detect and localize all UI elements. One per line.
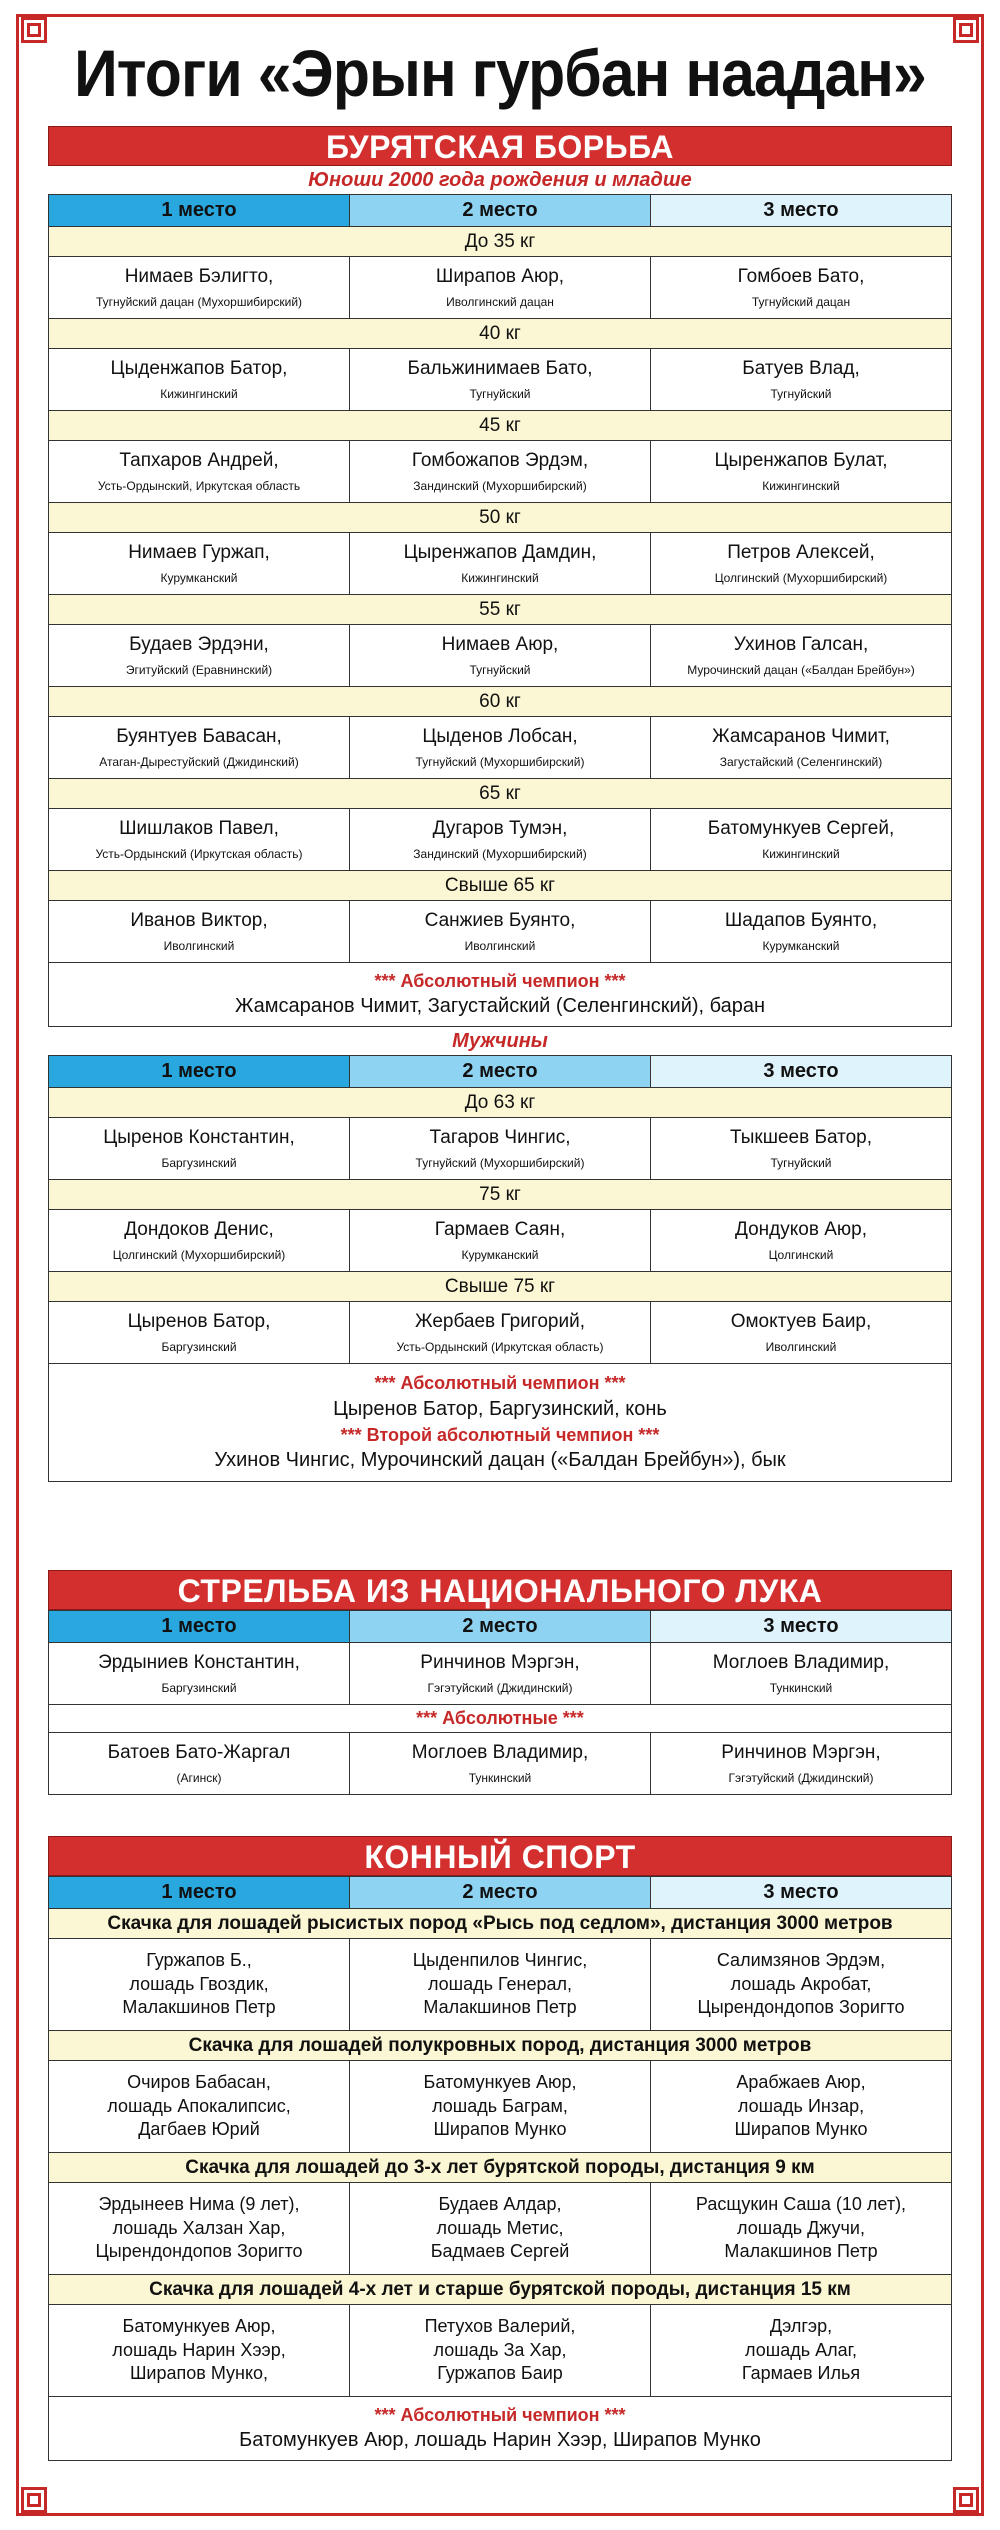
result-row (49, 625, 952, 687)
race-title-row (49, 1909, 952, 1939)
athlete-region: Гэгэтуйский (Джидинский) (728, 1770, 874, 1785)
place-2-cell (350, 349, 651, 411)
athlete-name: Тыкшеев Батор, (729, 1126, 872, 1148)
weight-class-row (49, 227, 952, 257)
athlete-region: Зандинский (Мухоршибирский) (413, 478, 587, 493)
place-2-header: 2 место (350, 195, 651, 227)
absolute-label: *** Абсолютный чемпион *** (374, 2404, 626, 2425)
athlete-region: Усть-Ордынский (Иркутская область) (95, 846, 303, 861)
result-line: лошадь Инзар, (737, 2095, 865, 2116)
race-title-row (49, 2153, 952, 2183)
place-1-cell (49, 1210, 350, 1272)
place-2-cell (350, 1302, 651, 1364)
athlete-name: Шишлаков Павел, (119, 817, 279, 839)
wrestling-section (48, 126, 952, 1482)
result-line: Гуржапов Б., (146, 1950, 252, 1971)
weight-class-row (49, 1088, 952, 1118)
result-line: Расщукин Саша (10 лет), (695, 2194, 907, 2215)
athlete-name: Дугаров Тумэн, (432, 817, 568, 839)
place-3-cell (651, 717, 952, 779)
athlete-region: Тугнуйский (469, 386, 531, 401)
place-2-cell (350, 2305, 651, 2397)
athlete-region: Загустайский (Селенгинский) (719, 754, 883, 769)
place-2-cell (350, 717, 651, 779)
places-header (49, 1877, 952, 1909)
result-line: Малакшинов Петр (724, 2241, 878, 2262)
place-1-cell (49, 2061, 350, 2153)
absolute-label: *** Абсолютные *** (49, 1705, 952, 1733)
place-3-cell (651, 2061, 952, 2153)
race-title: Скачка для лошадей до 3-х лет бурятской породы, дистанция 9 км (49, 2153, 952, 2183)
athlete-name: Ухинов Галсан, (733, 633, 869, 655)
result-line: Гармаев Илья (741, 2363, 861, 2384)
result-line: лошадь Халзан Хар, (112, 2217, 286, 2238)
athlete-region: Тугнуйский (Мухоршибирский) (415, 1155, 585, 1170)
result-line: лошадь Нарин Хээр, (112, 2339, 286, 2360)
place-2-cell (350, 533, 651, 595)
result-row (49, 349, 952, 411)
place-3-cell (651, 349, 952, 411)
place-2-header: 2 место (350, 1877, 651, 1909)
horse-absolute (49, 2397, 952, 2461)
absolute-value: Жамсаранов Чимит, Загустайский (Селенгинский), баран (234, 995, 766, 1018)
athlete-name: Гармаев Саян, (434, 1218, 566, 1240)
horse-absolute-row (49, 2397, 952, 2461)
athlete-name: Дондоков Денис, (124, 1218, 274, 1240)
result-line: лошадь Гвоздик, (129, 1973, 269, 1994)
place-2-header: 2 место (350, 1056, 651, 1088)
result-row (49, 441, 952, 503)
men-results (49, 1088, 952, 1364)
place-1-cell (49, 625, 350, 687)
corner-ornament (21, 17, 47, 43)
athlete-name: Ринчинов Мэргэн, (721, 1741, 881, 1763)
weight-class-label: 50 кг (49, 503, 952, 533)
athlete-name: Дондуков Аюр, (735, 1218, 867, 1240)
archery-section (48, 1570, 952, 1795)
result-line: Цыденпилов Чингис, (412, 1950, 588, 1971)
second-absolute-label: *** Второй абсолютный чемпион *** (340, 1424, 660, 1445)
weight-class-row (49, 687, 952, 717)
place-1-cell (49, 1643, 350, 1705)
juniors-results (49, 227, 952, 963)
result-line: Будаев Алдар, (438, 2194, 562, 2215)
archery-results (49, 1643, 952, 1795)
weight-class-row (49, 319, 952, 349)
place-3-header: 3 место (651, 195, 952, 227)
result-row (49, 1643, 952, 1705)
athlete-name: Иванов Виктор, (130, 909, 268, 931)
place-2-header: 2 место (350, 1611, 651, 1643)
athlete-region: Тугнуйский (770, 1155, 832, 1170)
archery-band: СТРЕЛЬБА ИЗ НАЦИОНАЛЬНОГО ЛУКА (48, 1570, 952, 1610)
result-line: лошадь Акробат, (730, 1973, 872, 1994)
place-3-cell (651, 1939, 952, 2031)
athlete-region: Тугнуйский (770, 386, 832, 401)
athlete-region: Атаган-Дырестуйский (Джидинский) (99, 754, 299, 769)
second-absolute-value: Ухинов Чингис, Мурочинский дацан («Балдан Брейбун»), бык (214, 1448, 786, 1471)
athlete-region: Баргузинский (161, 1680, 237, 1695)
place-2-cell (350, 1210, 651, 1272)
place-1-header: 1 место (49, 1056, 350, 1088)
athlete-region: Тункинский (468, 1770, 532, 1785)
absolute-value: Цыренов Батор, Баргузинский, конь (333, 1397, 667, 1420)
place-3-cell (651, 1302, 952, 1364)
place-1-header: 1 место (49, 195, 350, 227)
place-1-header: 1 место (49, 1611, 350, 1643)
athlete-region: Тугнуйский (469, 662, 531, 677)
result-row (49, 809, 952, 871)
place-3-cell (651, 533, 952, 595)
result-line: Эрдынеев Нима (9 лет), (98, 2194, 300, 2215)
athlete-region: Зандинский (Мухоршибирский) (413, 846, 587, 861)
result-line: Ширапов Мунко (734, 2119, 868, 2140)
athlete-region: Тугнуйский дацан (751, 294, 851, 309)
place-2-cell (350, 809, 651, 871)
place-1-cell (49, 533, 350, 595)
places-header (49, 1056, 952, 1088)
weight-class-label: До 35 кг (49, 227, 952, 257)
place-2-cell (350, 1939, 651, 2031)
result-line: Малакшинов Петр (423, 1997, 577, 2018)
athlete-name: Нимаев Гуржап, (128, 541, 270, 563)
juniors-table (48, 194, 952, 1027)
place-2-cell (350, 2183, 651, 2275)
result-line: Арабжаев Аюр, (736, 2072, 866, 2093)
weight-class-label: До 63 кг (49, 1088, 952, 1118)
place-1-cell (49, 717, 350, 779)
place-3-cell (651, 1118, 952, 1180)
athlete-name: Ширапов Аюр, (435, 265, 565, 287)
athlete-region: Тугнуйский (Мухоршибирский) (415, 754, 585, 769)
athlete-name: Цыденжапов Батор, (110, 357, 288, 379)
athlete-region: Усть-Ордынский (Иркутская область) (396, 1339, 604, 1354)
place-2-cell (350, 1733, 651, 1795)
athlete-name: Эрдыниев Константин, (98, 1651, 300, 1673)
place-3-cell (651, 257, 952, 319)
place-1-cell (49, 441, 350, 503)
result-line: лошадь Алаг, (745, 2339, 857, 2360)
juniors-absolute-row (49, 963, 952, 1027)
weight-class-row (49, 1272, 952, 1302)
result-row (49, 1118, 952, 1180)
place-2-cell (350, 441, 651, 503)
athlete-region: Тугнуйский дацан (Мухоршибирский) (95, 294, 303, 309)
weight-class-row (49, 1180, 952, 1210)
athlete-name: Жербаев Григорий, (415, 1310, 585, 1332)
result-row (49, 1733, 952, 1795)
athlete-name: Тагаров Чингис, (429, 1126, 571, 1148)
weight-class-label: 40 кг (49, 319, 952, 349)
archery-absolute-row (49, 1705, 952, 1733)
place-1-cell (49, 1118, 350, 1180)
athlete-name: Ринчинов Мэргэн, (420, 1651, 580, 1673)
absolute-label: *** Абсолютный чемпион *** (374, 1373, 626, 1394)
place-2-cell (350, 1118, 651, 1180)
result-line: лошадь Генерал, (427, 1973, 573, 1994)
place-3-cell (651, 901, 952, 963)
place-1-cell (49, 1939, 350, 2031)
horse-section (48, 1836, 952, 2461)
place-1-cell (49, 257, 350, 319)
result-line: Гуржапов Баир (437, 2363, 563, 2384)
athlete-name: Санжиев Буянто, (424, 909, 576, 931)
result-line: Цырендондопов Зоригто (95, 2241, 303, 2262)
athlete-name: Батомункуев Сергей, (707, 817, 895, 839)
result-line: лошадь Баграм, (432, 2095, 568, 2116)
result-row (49, 257, 952, 319)
athlete-name: Батоев Бато-Жаргал (107, 1741, 291, 1763)
men-absolute-row (49, 1364, 952, 1482)
athlete-region: Цолгинский (768, 1247, 834, 1262)
athlete-name: Нимаев Аюр, (441, 633, 559, 655)
race-title-row (49, 2275, 952, 2305)
athlete-region: Баргузинский (161, 1155, 237, 1170)
result-row (49, 717, 952, 779)
athlete-region: Тункинский (769, 1680, 833, 1695)
athlete-name: Гомбоев Бато, (737, 265, 865, 287)
athlete-name: Цыденов Лобсан, (422, 725, 578, 747)
horse-results (49, 1909, 952, 2397)
result-line: Батомункуев Аюр, (122, 2316, 276, 2337)
athlete-region: Гэгэтуйский (Джидинский) (427, 1680, 573, 1695)
athlete-region: Баргузинский (161, 1339, 237, 1354)
athlete-region: Кижингинский (461, 570, 539, 585)
place-1-cell (49, 2183, 350, 2275)
place-3-cell (651, 2305, 952, 2397)
race-result-row (49, 2305, 952, 2397)
result-line: Ширапов Мунко, (129, 2363, 269, 2384)
place-1-cell (49, 1733, 350, 1795)
athlete-region: Кижингинский (762, 478, 840, 493)
place-1-header: 1 место (49, 1877, 350, 1909)
place-2-cell (350, 625, 651, 687)
athlete-name: Цыренжапов Булат, (714, 449, 888, 471)
race-title: Скачка для лошадей 4-х лет и старше бурятской породы, дистанция 15 км (49, 2275, 952, 2305)
juniors-subtitle: Юноши 2000 года рождения и младше (308, 169, 692, 191)
weight-class-row (49, 411, 952, 441)
athlete-name: Омоктуев Баир, (730, 1310, 872, 1332)
athlete-name: Цыренжапов Дамдин, (403, 541, 597, 563)
archery-table (48, 1610, 952, 1795)
result-row (49, 533, 952, 595)
place-3-cell (651, 1210, 952, 1272)
athlete-name: Цыренов Константин, (103, 1126, 295, 1148)
athlete-region: Иволгинский (765, 1339, 837, 1354)
athlete-region: Усть-Ордынский, Иркутская область (97, 478, 301, 493)
absolute-value: Батомункуев Аюр, лошадь Нарин Хээр, Ширапов Мунко (239, 2429, 761, 2452)
result-line: Очиров Бабасан, (127, 2072, 271, 2093)
men-table (48, 1055, 952, 1482)
race-title-row (49, 2031, 952, 2061)
result-line: Малакшинов Петр (122, 1997, 276, 2018)
athlete-region: Мурочинский дацан («Балдан Брейбун») (687, 662, 915, 677)
athlete-region: Эгитуйский (Еравнинский) (125, 662, 273, 677)
men-subtitle: Мужчины (452, 1030, 548, 1052)
athlete-name: Бальжинимаев Бато, (407, 357, 593, 379)
athlete-region: Цолгинский (Мухоршибирский) (714, 570, 888, 585)
place-1-cell (49, 809, 350, 871)
result-line: лошадь Метис, (436, 2217, 564, 2238)
place-1-cell (49, 901, 350, 963)
weight-class-label: 55 кг (49, 595, 952, 625)
weight-class-label: 75 кг (49, 1180, 952, 1210)
result-row (49, 1210, 952, 1272)
place-2-cell (350, 2061, 651, 2153)
men-absolute (49, 1364, 952, 1482)
weight-class-label: 45 кг (49, 411, 952, 441)
places-header (49, 195, 952, 227)
athlete-name: Петров Алексей, (727, 541, 875, 563)
athlete-name: Тапхаров Андрей, (119, 449, 279, 471)
result-line: Бадмаев Сергей (430, 2241, 570, 2262)
horse-band: КОННЫЙ СПОРТ (48, 1836, 952, 1876)
page-title: Итоги «Эрын гурбан наадан» (74, 36, 926, 110)
place-3-cell (651, 625, 952, 687)
place-3-cell (651, 809, 952, 871)
weight-class-row (49, 595, 952, 625)
athlete-name: Будаев Эрдэни, (129, 633, 269, 655)
corner-ornament (953, 2487, 979, 2513)
athlete-region: Цолгинский (Мухоршибирский) (112, 1247, 286, 1262)
athlete-name: Гомбожапов Эрдэм, (411, 449, 589, 471)
athlete-name: Жамсаранов Чимит, (712, 725, 890, 747)
race-title: Скачка для лошадей полукровных пород, дистанция 3000 метров (49, 2031, 952, 2061)
weight-class-label: 60 кг (49, 687, 952, 717)
athlete-region: Иволгинский (163, 938, 235, 953)
result-line: Цырендондопов Зоригто (697, 1997, 905, 2018)
athlete-region: Иволгинский (464, 938, 536, 953)
corner-ornament (953, 17, 979, 43)
athlete-name: Батуев Влад, (742, 357, 860, 379)
result-line: Ширапов Мунко (433, 2119, 567, 2140)
place-3-header: 3 место (651, 1056, 952, 1088)
athlete-name: Шадапов Буянто, (724, 909, 878, 931)
place-2-cell (350, 1643, 651, 1705)
result-line: Дагбаев Юрий (138, 2119, 260, 2140)
race-result-row (49, 2061, 952, 2153)
athlete-name: Моглоев Владимир, (411, 1741, 589, 1763)
athlete-region: Иволгинский дацан (446, 294, 554, 309)
athlete-name: Нимаев Бэлигто, (124, 265, 274, 287)
result-line: Салимзянов Эрдэм, (716, 1950, 886, 1971)
horse-table (48, 1876, 952, 2461)
result-line: Батомункуев Аюр, (423, 2072, 577, 2093)
weight-class-label: 65 кг (49, 779, 952, 809)
weight-class-row (49, 779, 952, 809)
result-row (49, 901, 952, 963)
juniors-absolute (49, 963, 952, 1027)
place-3-cell (651, 1733, 952, 1795)
athlete-name: Буянтуев Бавасан, (116, 725, 282, 747)
result-line: лошадь За Хар, (433, 2339, 567, 2360)
athlete-name: Цыренов Батор, (127, 1310, 271, 1332)
place-2-cell (350, 901, 651, 963)
places-header (49, 1611, 952, 1643)
race-result-row (49, 1939, 952, 2031)
wrestling-band: БУРЯТСКАЯ БОРЬБА (48, 126, 952, 166)
weight-class-row (49, 871, 952, 901)
weight-class-label: Свыше 65 кг (49, 871, 952, 901)
place-3-cell (651, 441, 952, 503)
race-result-row (49, 2183, 952, 2275)
result-line: лошадь Апокалипсис, (107, 2095, 291, 2116)
athlete-region: Кижингинский (762, 846, 840, 861)
athlete-region: Курумканский (160, 570, 238, 585)
athlete-name: Моглоев Владимир, (712, 1651, 890, 1673)
result-line: Петухов Валерий, (424, 2316, 576, 2337)
corner-ornament (21, 2487, 47, 2513)
absolute-label: *** Абсолютный чемпион *** (374, 970, 626, 991)
race-title: Скачка для лошадей рысистых пород «Рысь под седлом», дистанция 3000 метров (49, 1909, 952, 1939)
place-3-cell (651, 1643, 952, 1705)
result-row (49, 1302, 952, 1364)
athlete-region: Кижингинский (160, 386, 238, 401)
weight-class-row (49, 503, 952, 533)
place-1-cell (49, 1302, 350, 1364)
athlete-region: Курумканский (461, 1247, 539, 1262)
place-2-cell (350, 257, 651, 319)
place-3-header: 3 место (651, 1877, 952, 1909)
result-line: лошадь Джучи, (737, 2217, 865, 2238)
place-3-header: 3 место (651, 1611, 952, 1643)
place-1-cell (49, 349, 350, 411)
athlete-region: Курумканский (762, 938, 840, 953)
place-3-cell (651, 2183, 952, 2275)
weight-class-label: Свыше 75 кг (49, 1272, 952, 1302)
result-line: Дэлгэр, (769, 2316, 833, 2337)
athlete-region: (Агинск) (176, 1770, 222, 1785)
place-1-cell (49, 2305, 350, 2397)
